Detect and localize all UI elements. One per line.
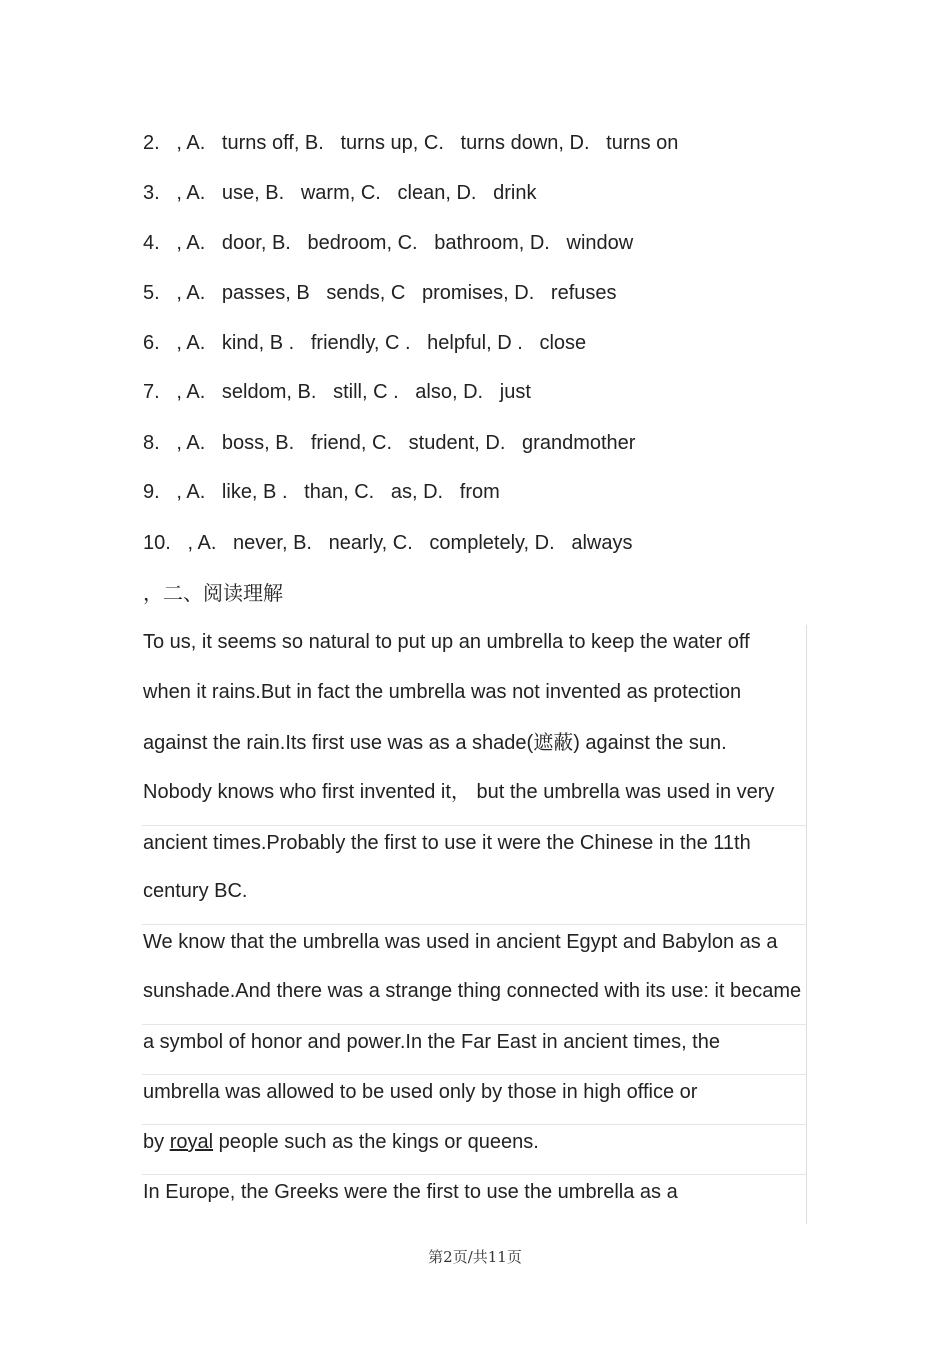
passage-line: To us, it seems so natural to put up an umbrella to keep the water off [142,625,807,675]
question-4: 4. , A. door, B. bedroom, C. bathroom, D. window [143,232,634,254]
question-10: 10. , A. never, B. nearly, C. completely, D. always [143,532,633,554]
question-6: 6. , A. kind, B . friendly, C . helpful, D . close [143,332,587,354]
underlined-word-royal: royal [169,1130,214,1153]
question-5: 5. , A. passes, B sends, C promises, D. refuses [143,282,617,304]
question-2: 2. , A. turns off, B. turns up, C. turns down, D. turns on [143,132,679,154]
page-footer: 第2页/共11页 [428,1248,522,1266]
question-8: 8. , A. boss, B. friend, C. student, D. grandmother [143,432,636,454]
section-title: ，二、阅读理解 [143,581,283,605]
passage-text: against the rain.Its first use was as a shade( [143,731,534,754]
passage-line: In Europe, the Greeks were the first to use the umbrella as a [142,1174,807,1224]
question-3: 3. , A. use, B. warm, C. clean, D. drink [143,182,537,204]
question-9: 9. , A. like, B . than, C. as, D. from [143,481,500,503]
passage-line [142,1124,807,1174]
passage-line: sunshade.And there was a strange thing connected with its use: it became [142,974,807,1024]
reading-passage [142,625,807,1224]
passage-line: ancient times.Probably the first to use it were the Chinese in the 11th [142,825,807,875]
passage-line: century BC. [142,874,807,924]
passage-text: by [143,1130,170,1153]
passage-line: a symbol of honor and power.In the Far East in ancient times, the [142,1024,807,1074]
chinese-gloss: 遮蔽 [533,729,574,754]
passage-text: people such as the kings or queens. [213,1130,539,1153]
passage-line [142,725,807,775]
passage-line: umbrella was allowed to be used only by those in high office or [142,1074,807,1124]
passage-line: We know that the umbrella was used in ancient Egypt and Babylon as a [142,924,807,974]
question-7: 7. , A. seldom, B. still, C . also, D. just [143,381,531,403]
passage-text: ) against the sun. [573,731,727,754]
passage-line: Nobody knows who first invented it， but the umbrella was used in very [142,775,807,825]
passage-line: when it rains.But in fact the umbrella was not invented as protection [142,675,807,725]
